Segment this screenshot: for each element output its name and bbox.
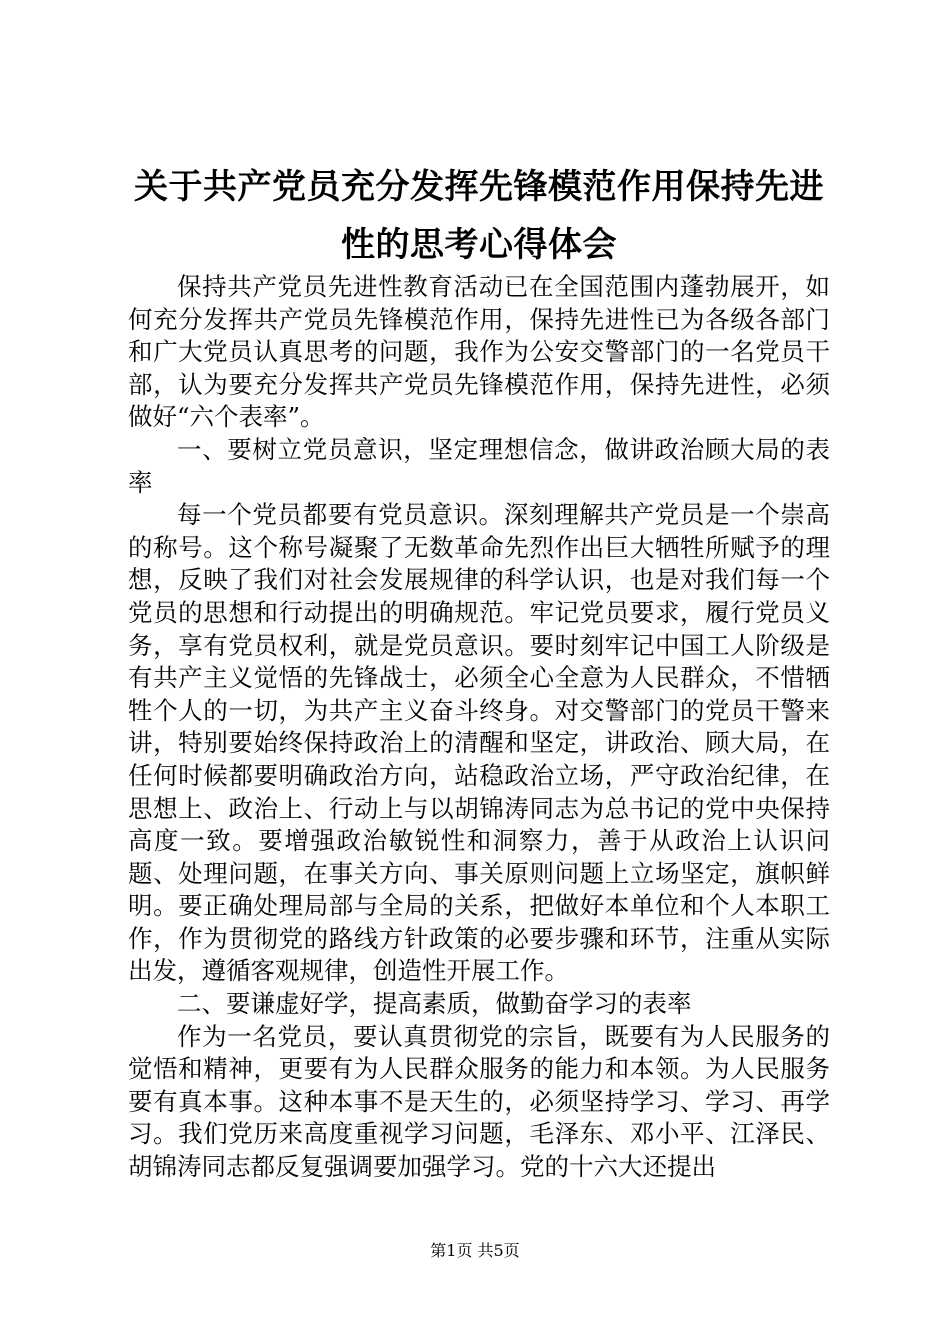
section-heading-1: 一、要树立党员意识，坚定理想信念，做讲政治顾大局的表率 [128, 434, 830, 497]
document-title: 关于共产党员充分发挥先锋模范作用保持先进性的思考心得体会 [134, 167, 824, 265]
section-heading-2: 二、要谦虚好学，提高素质，做勤奋学习的表率 [177, 989, 692, 1019]
document-body [128, 271, 830, 1184]
page-number-footer: 第1页 共5页 [430, 1241, 520, 1260]
paragraph-section-2: 作为一名党员，要认真贯彻党的宗旨，既要有为人民服务的觉悟和精神，更要有为人民群众服务的能力和本领。为人民服务要有真本事。这种本事不是天生的，必须坚持学习、学习、再学习。我们党历来高度重视学习问题，毛泽东、邓小平、江泽民、胡锦涛同志都反复强调要加强学习。党的十六大还提出 [128, 1021, 830, 1182]
paragraph-intro: 保持共产党员先进性教育活动已在全国范围内蓬勃展开，如何充分发挥共产党员先锋模范作用，保持先进性已为各级各部门和广大党员认真思考的问题，我作为公安交警部门的一名党员干部，认为要充分发挥共产党员先锋模范作用，保持先进性，必须做好“六个表率”。 [128, 272, 830, 432]
paragraph-section-1: 每一个党员都要有党员意识。深刻理解共产党员是一个崇高的称号。这个称号凝聚了无数革命先烈作出巨大牺牲所赋予的理想，反映了我们对社会发展规律的科学认识，也是对我们每一个党员的思想和行动提出的明确规范。牢记党员要求，履行党员义务，享有党员权利，就是党员意识。要时刻牢记中国工人阶级是有共产主义觉悟的先锋战士，必须全心全意为人民群众，不惜牺牲个人的一切，为共产主义奋斗终身。对交警部门的党员干警来讲，特别要始终保持政治上的清醒和坚定，讲政治、顾大局，在任何时候都要明确政治方向，站稳政治立场，严守政治纪律，在思想上、政治上、行动上与以胡锦涛同志为总书记的党中央保持高度一致。要增强政治敏锐性和洞察力，善于从政治上认识问题、处理问题，在事关方向、事关原则问题上立场坚定，旗帜鲜明。要正确处理局部与全局的关系，把做好本单位和个人本职工作，作为贯彻党的路线方针政策的必要步骤和环节，注重从实际出发，遵循客观规律，创造性开展工作。 [128, 500, 830, 986]
